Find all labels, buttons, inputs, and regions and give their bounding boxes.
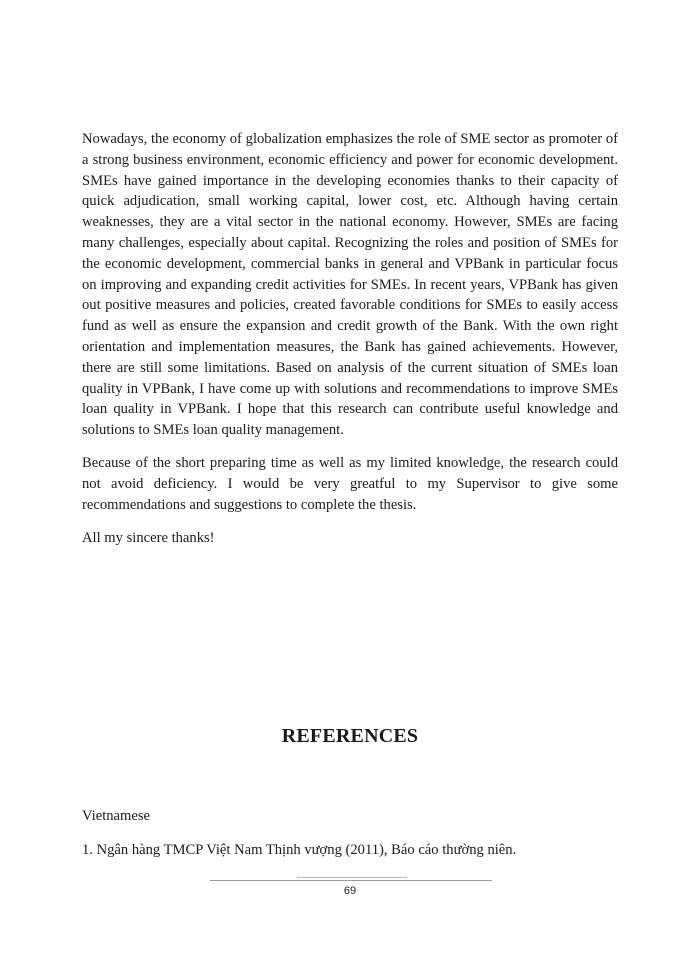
closing-thanks: All my sincere thanks! xyxy=(82,530,215,546)
reference-item: 1. Ngân hàng TMCP Việt Nam Thịnh vượng (2011), Báo cáo thường niên. xyxy=(82,842,517,858)
conclusion-paragraph: Because of the short preparing time as well as my limited knowledge, the research could not avoid deficiency. I would be very greatful to my Supervisor to give some recommendations and suggestions to complete the thesis. xyxy=(82,455,618,513)
footer-divider-short xyxy=(297,877,407,878)
conclusion-paragraph: Nowadays, the economy of globalization emphasizes the role of SME sector as promoter of a strong business environment, economic efficiency and power for economic development. SMEs have gained importance in the developing economies thanks to their capacity of quick adjudication, small working capital, lower cost, etc. Although having certain weaknesses, they are a vital sector in the national economy. However, SMEs are facing many challenges, especially about capital. Recognizing the roles and position of SMEs for the economic development, commercial banks in general and VPBank in particular focus on improving and expanding credit activities for SMEs. In recent years, VPBank has given out positive measures and policies, created favorable conditions for SMEs to easily access fund as well as ensure the expansion and credit growth of the Bank. With the own right orientation and implementation measures, the Bank has gained achievements. However, there are still some limitations. Based on analysis of the current situation of SMEs loan quality in VPBank, I have come up with solutions and recommendations to improve SMEs loan quality in VPBank. I hope that this research can contribute useful knowledge and solutions to SMEs loan quality management. xyxy=(82,131,618,439)
footer-divider xyxy=(210,880,492,881)
page-number: 69 xyxy=(343,885,357,897)
references-section-label: Vietnamese xyxy=(82,808,151,824)
references-heading: REFERENCES xyxy=(281,725,419,747)
